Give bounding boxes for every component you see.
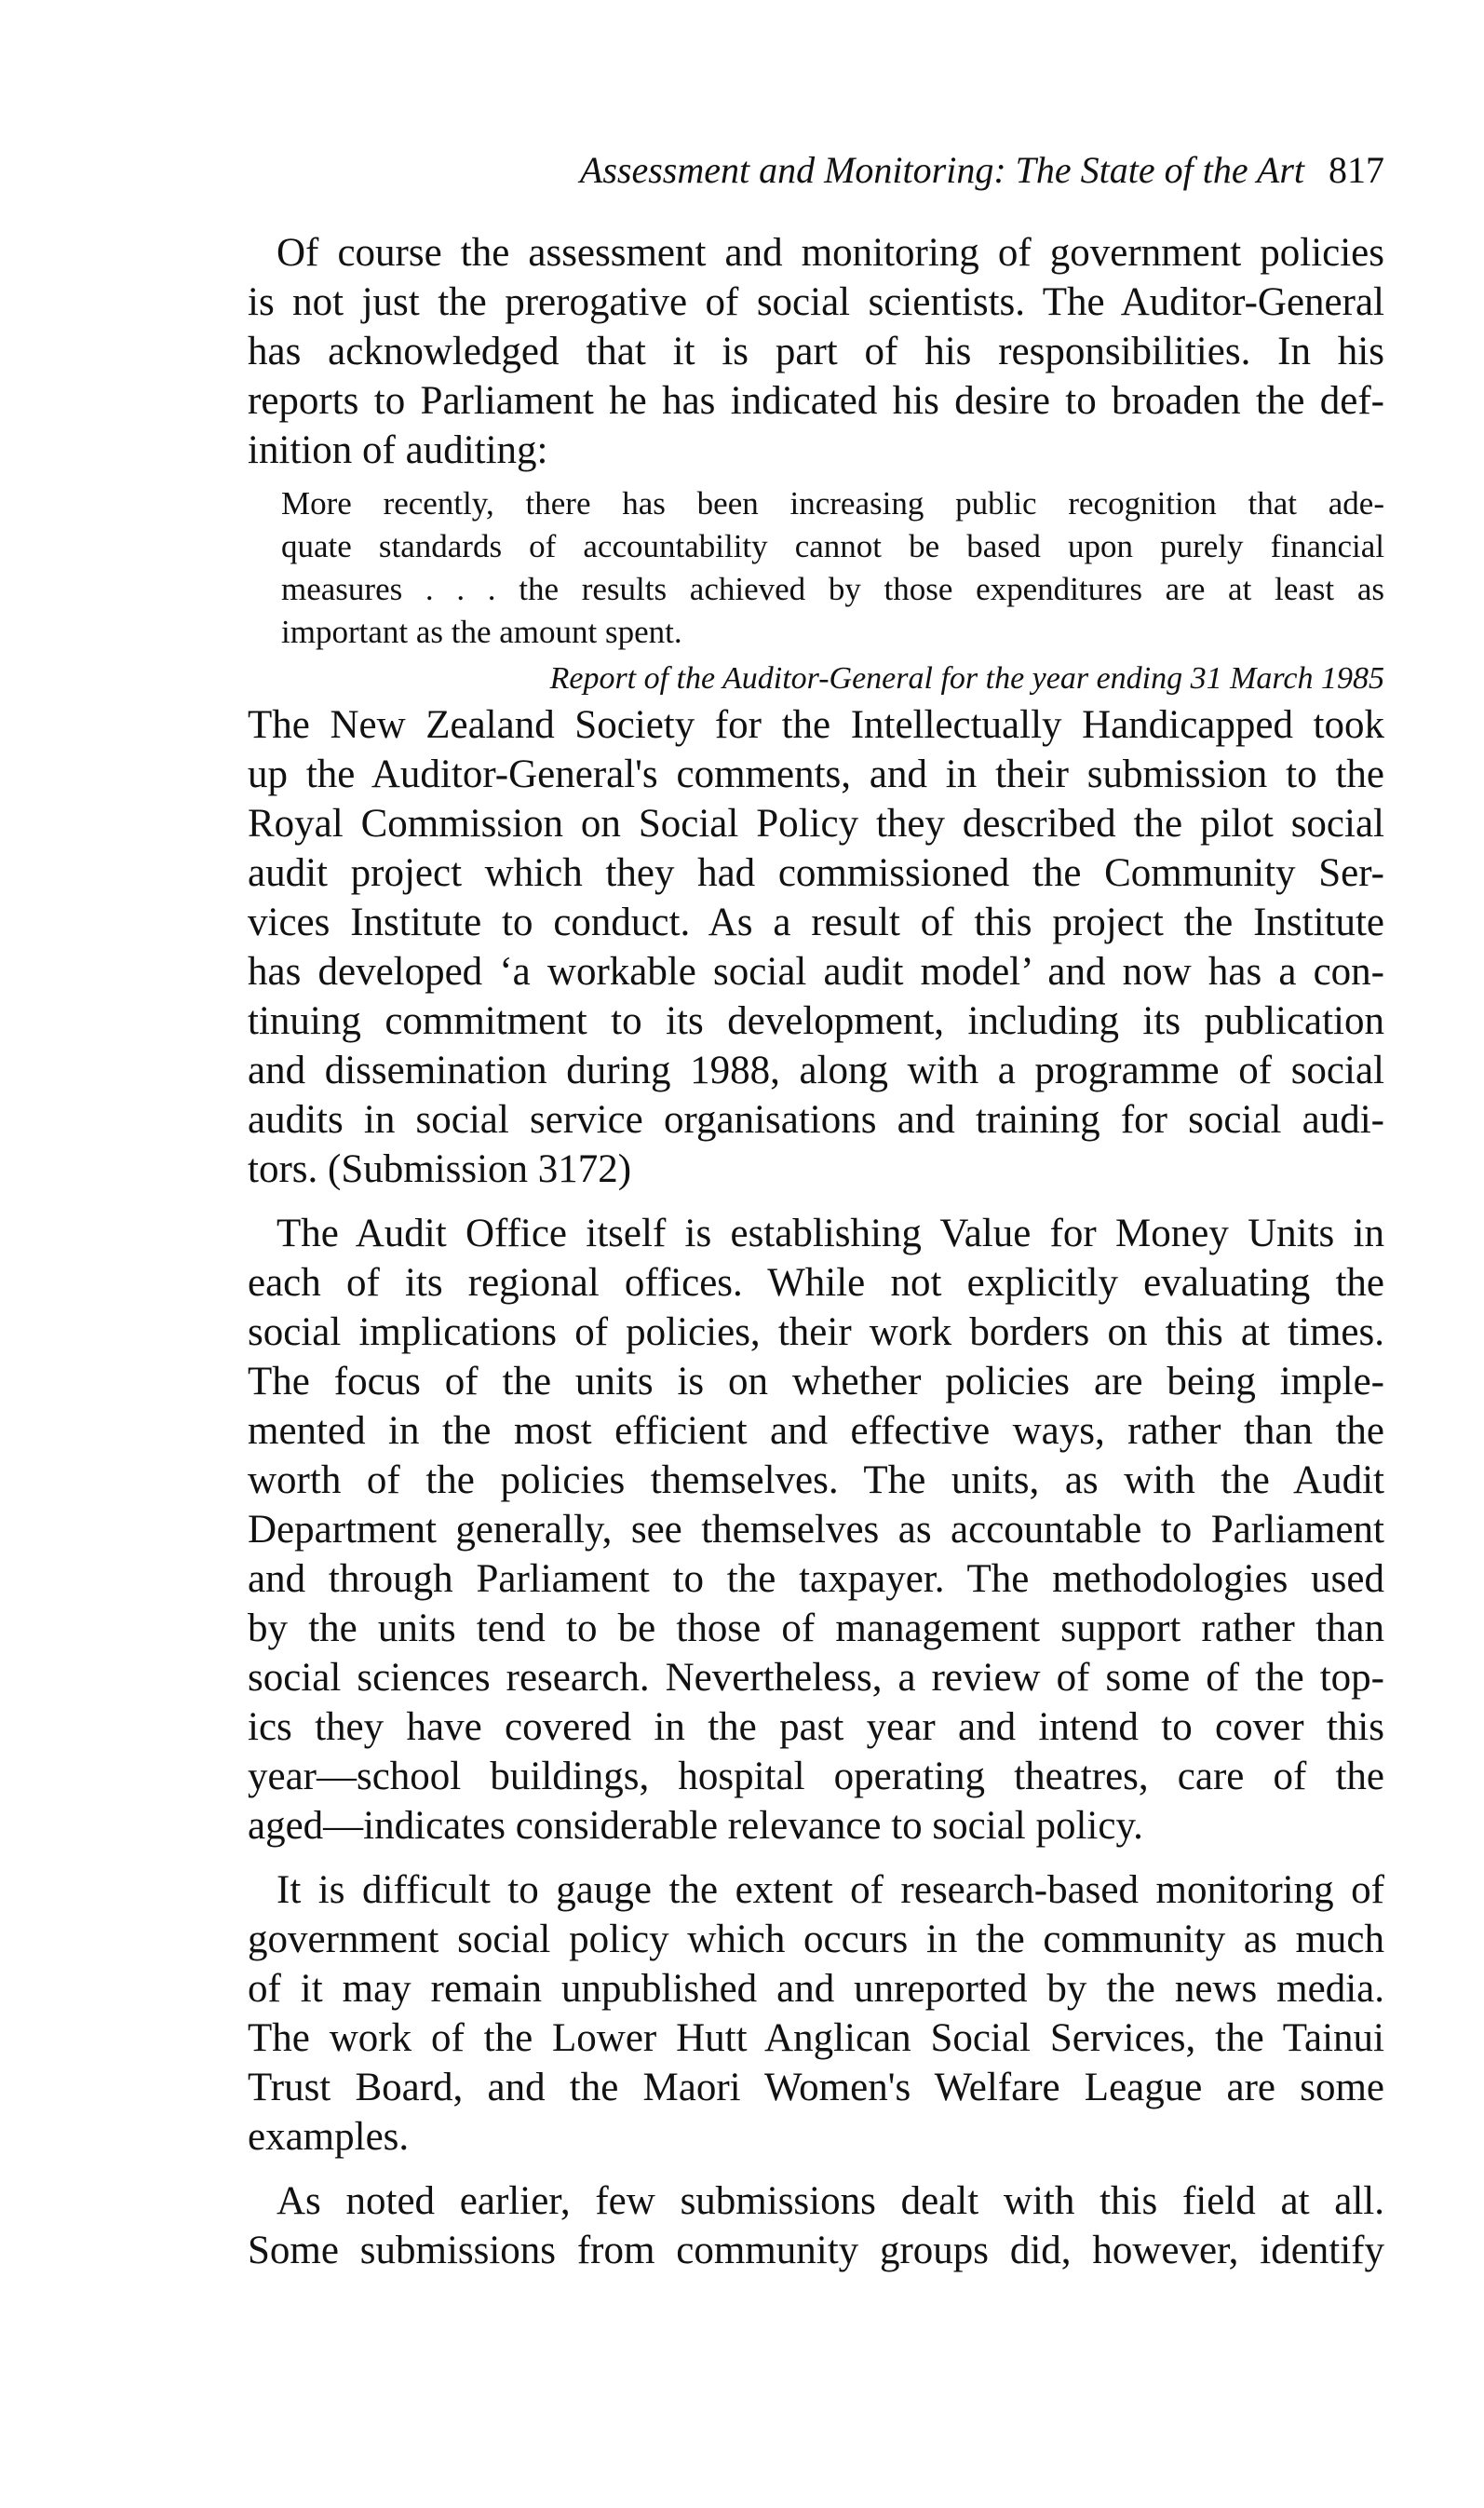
text-line: mented in the most efficient and effective ways, rather than the xyxy=(248,1409,1384,1453)
text-line: each of its regional offices. While not explicitly evaluating the xyxy=(248,1261,1384,1305)
text-line: has developed ‘a workable social audit model’ and now has a con- xyxy=(248,950,1384,994)
page-number: 817 xyxy=(1329,149,1384,191)
text-line: tors. (Submission 3172) xyxy=(248,1147,632,1191)
text-line: The work of the Lower Hutt Anglican Social Services, the Tainui xyxy=(248,2016,1384,2060)
block-quote xyxy=(281,482,1384,654)
text-line: worth of the policies themselves. The units, as with the Audit xyxy=(248,1458,1384,1502)
running-header xyxy=(248,144,1384,197)
text-line: aged—indicates considerable relevance to social policy. xyxy=(248,1804,1143,1848)
paragraph xyxy=(248,2176,1384,2275)
text-line: audit project which they had commissioned the Community Ser- xyxy=(248,851,1384,895)
text-line: social implications of policies, their work borders on this at times. xyxy=(248,1310,1384,1354)
text-line: ics they have covered in the past year and intend to cover this xyxy=(248,1705,1384,1749)
text-line: and dissemination during 1988, along with a programme of social xyxy=(248,1049,1384,1092)
quote-attribution: Report of the Auditor-General for the year ending 31 March 1985 xyxy=(549,661,1384,696)
text-line: The focus of the units is on whether policies are being imple- xyxy=(248,1360,1384,1403)
running-title: Assessment and Monitoring: The State of the Art xyxy=(579,149,1304,191)
text-line: social sciences research. Nevertheless, a review of some of the top- xyxy=(248,1656,1384,1700)
text-line: Department generally, see themselves as accountable to Parliament xyxy=(248,1508,1384,1552)
text-line: Royal Commission on Social Policy they described the pilot social xyxy=(248,802,1384,846)
text-line: audits in social service organisations and training for social audi- xyxy=(248,1098,1384,1142)
text-line: government social policy which occurs in the community as much xyxy=(248,1918,1384,1961)
text-line: Some submissions from community groups did, however, identify xyxy=(248,2229,1384,2272)
text-line: More recently, there has been increasing public recognition that ade- xyxy=(281,485,1384,522)
text-line: by the units tend to be those of management support rather than xyxy=(248,1606,1384,1650)
text-line: It is difficult to gauge the extent of research-based monitoring of xyxy=(277,1868,1384,1912)
paragraph xyxy=(248,1865,1384,2162)
text-line: The New Zealand Society for the Intellectually Handicapped took xyxy=(248,703,1384,747)
text-line: has acknowledged that it is part of his responsibilities. In his xyxy=(248,330,1384,373)
text-line: measures . . . the results achieved by those expenditures are at least as xyxy=(281,571,1384,607)
text-line: important as the amount spent. xyxy=(281,614,682,650)
text-line: Of course the assessment and monitoring of government policies xyxy=(277,231,1384,275)
paragraph xyxy=(248,1209,1384,1850)
text-line: quate standards of accountability cannot be based upon purely financial xyxy=(281,528,1384,564)
text-line: is not just the prerogative of social scientists. The Auditor-General xyxy=(248,280,1384,324)
text-line: of it may remain unpublished and unreported by the news media. xyxy=(248,1967,1384,2011)
text-line: The Audit Office itself is establishing Value for Money Units in xyxy=(277,1212,1384,1255)
text-line: examples. xyxy=(248,2115,410,2159)
text-line: and through Parliament to the taxpayer. The methodologies used xyxy=(248,1557,1384,1601)
text-line: tinuing commitment to its development, including its publication xyxy=(248,999,1384,1043)
text-line: reports to Parliament he has indicated his desire to broaden the def- xyxy=(248,379,1384,423)
text-line: vices Institute to conduct. As a result of this project the Institute xyxy=(248,901,1384,944)
paragraph xyxy=(248,700,1384,1194)
text-line: up the Auditor-General's comments, and in their submission to the xyxy=(248,752,1384,796)
paragraph xyxy=(248,228,1384,475)
text-line: year—school buildings, hospital operating theatres, care of the xyxy=(248,1755,1384,1798)
page-body xyxy=(248,228,1384,2275)
text-line: Trust Board, and the Maori Women's Welfare League are some xyxy=(248,2066,1384,2109)
text-line: As noted earlier, few submissions dealt with this field at all. xyxy=(277,2179,1384,2223)
text-line: inition of auditing: xyxy=(248,428,548,472)
